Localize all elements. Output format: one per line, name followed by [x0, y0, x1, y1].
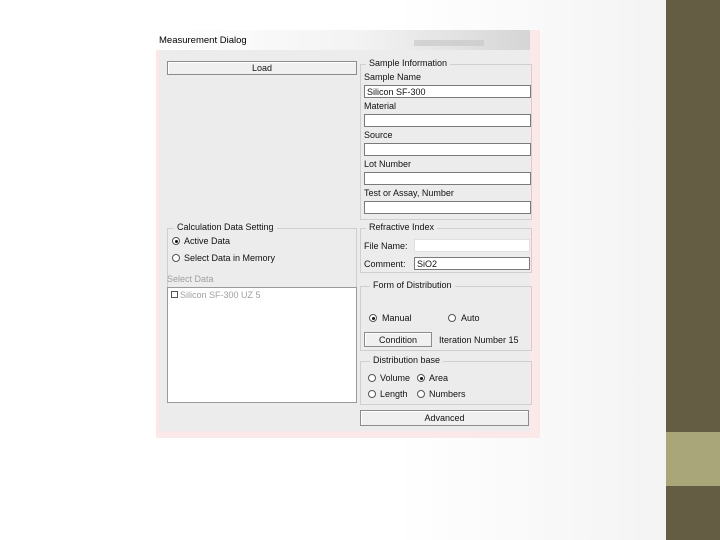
manual-radio[interactable]: [369, 314, 377, 322]
length-label[interactable]: Length: [380, 389, 408, 399]
calculation-data-setting-legend: Calculation Data Setting: [174, 222, 277, 232]
comment-field[interactable]: SiO2: [414, 257, 530, 270]
active-data-radio[interactable]: [172, 237, 180, 245]
advanced-button[interactable]: Advanced: [360, 410, 529, 426]
list-item-label: Silicon SF-300 UZ 5: [180, 290, 261, 300]
select-data-label: Select Data: [167, 274, 214, 284]
dialog-body: [159, 50, 530, 431]
length-radio[interactable]: [368, 390, 376, 398]
slide-side-bar: [666, 0, 720, 540]
load-button[interactable]: Load: [167, 61, 357, 75]
file-name-field[interactable]: [414, 239, 530, 252]
slide-side-bar-accent: [666, 432, 720, 486]
file-name-label: File Name:: [364, 241, 408, 251]
list-item[interactable]: [171, 290, 351, 300]
material-field[interactable]: [364, 114, 531, 127]
title-bar[interactable]: [156, 30, 530, 50]
sample-information-legend: Sample Information: [366, 58, 450, 68]
sample-name-field[interactable]: Silicon SF-300: [364, 85, 531, 98]
comment-label: Comment:: [364, 259, 406, 269]
select-data-listbox[interactable]: [167, 287, 357, 403]
auto-label[interactable]: Auto: [461, 313, 480, 323]
numbers-radio[interactable]: [417, 390, 425, 398]
title-bar-shadow: [414, 40, 484, 46]
material-label: Material: [364, 101, 397, 111]
volume-label[interactable]: Volume: [380, 373, 411, 383]
lot-number-label: Lot Number: [364, 159, 412, 169]
active-data-label[interactable]: Active Data: [184, 236, 231, 246]
volume-radio[interactable]: [368, 374, 376, 382]
measurement-dialog: [156, 30, 540, 438]
list-item-checkbox[interactable]: [171, 291, 178, 298]
test-assay-number-field[interactable]: [364, 201, 531, 214]
area-radio[interactable]: [417, 374, 425, 382]
auto-radio[interactable]: [448, 314, 456, 322]
refractive-index-legend: Refractive Index: [366, 222, 437, 232]
source-label: Source: [364, 130, 393, 140]
area-label[interactable]: Area: [429, 373, 449, 383]
source-field[interactable]: [364, 143, 531, 156]
form-of-distribution-legend: Form of Distribution: [370, 280, 455, 290]
distribution-base-legend: Distribution base: [370, 355, 443, 365]
manual-label[interactable]: Manual: [382, 313, 412, 323]
lot-number-field[interactable]: [364, 172, 531, 185]
numbers-label[interactable]: Numbers: [429, 389, 466, 399]
sample-name-label: Sample Name: [364, 72, 422, 82]
test-assay-number-label: Test or Assay, Number: [364, 188, 454, 198]
dialog-title: Measurement Dialog: [159, 35, 247, 46]
condition-button[interactable]: Condition: [364, 332, 432, 347]
select-data-in-memory-radio[interactable]: [172, 254, 180, 262]
select-data-in-memory-label[interactable]: Select Data in Memory: [184, 253, 276, 263]
iteration-number-text: Iteration Number 15: [439, 335, 519, 345]
